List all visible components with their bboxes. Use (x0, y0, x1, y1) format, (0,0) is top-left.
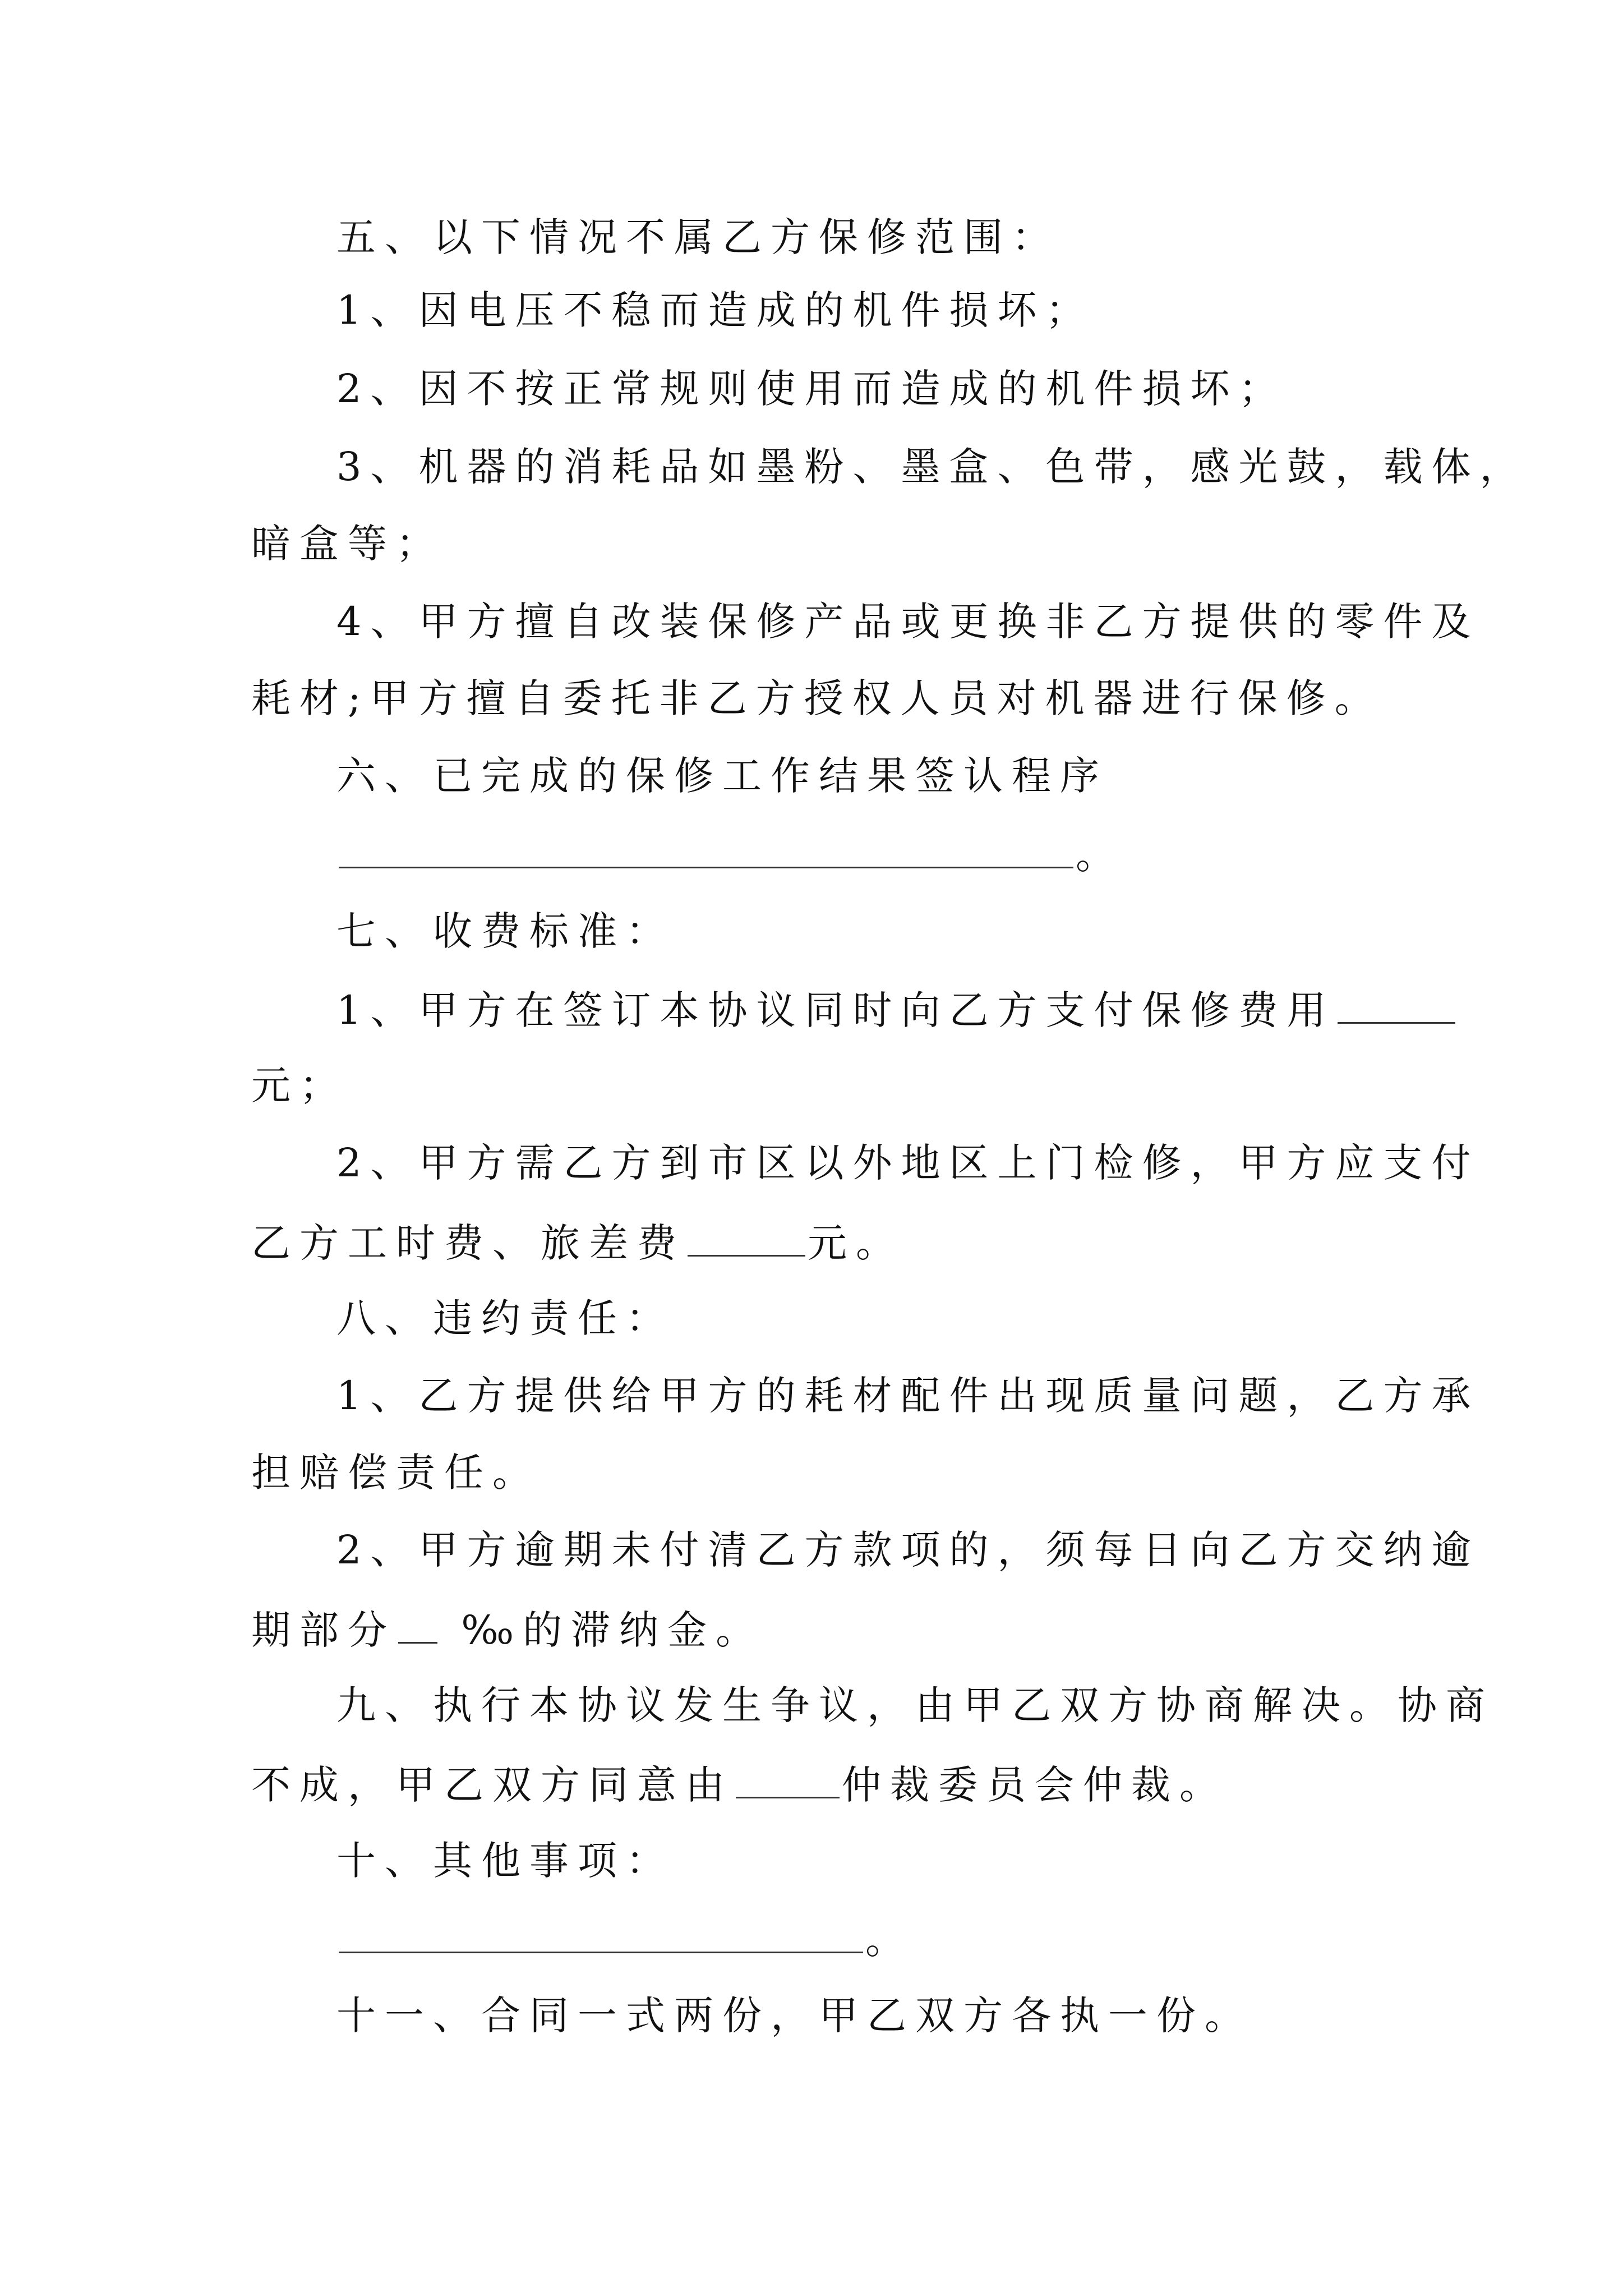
section-5-item-4: 4、甲方擅自改装保修产品或更换非乙方提供的零件及 (336, 599, 1480, 645)
section-9-text: 不成，甲乙双方同意由 (251, 1762, 734, 1808)
section-5-item-4-continued: 耗材;甲方擅自委托非乙方授权人员对机器进行保修。 (251, 675, 1383, 721)
section-8-item-2: 2、甲方逾期未付清乙方款项的，须每日向乙方交纳逾 (336, 1527, 1480, 1573)
section-8-item-2-text: 期部分 (251, 1607, 396, 1653)
signoff-procedure-blank[interactable] (339, 827, 1073, 868)
other-matters-blank[interactable] (339, 1912, 863, 1953)
section-8-item-1-continued: 担赔偿责任。 (251, 1450, 541, 1496)
section-11: 十一、合同一式两份，甲乙双方各执一份。 (336, 1993, 1253, 2039)
travel-fee-blank[interactable] (688, 1216, 805, 1257)
section-9-continued (251, 1757, 1228, 1810)
section-10-fill-line (336, 1912, 914, 1965)
section-9-end: 仲裁委员会仲裁。 (842, 1762, 1228, 1808)
section-5-item-1: 1、因电压不稳而造成的机件损坏； (336, 287, 1094, 333)
section-10-end: 。 (865, 1917, 914, 1963)
section-5-item-2: 2、因不按正常规则使用而造成的机件损坏； (336, 366, 1287, 412)
section-7-item-2-unit: 元。 (808, 1220, 904, 1266)
section-7-item-2-text: 乙方工时费、旅差费 (251, 1220, 685, 1266)
section-7-heading: 七、收费标准： (336, 908, 674, 954)
maintenance-fee-blank[interactable] (1338, 983, 1455, 1024)
section-7-item-2-continued (251, 1216, 904, 1268)
section-6-heading: 六、已完成的保修工作结果签认程序 (336, 753, 1108, 799)
section-10-heading: 十、其他事项： (336, 1838, 674, 1884)
section-5-item-3: 3、机器的消耗品如墨粉、墨盒、色带，感光鼓，载体， (336, 444, 1528, 490)
section-5-item-3-continued: 暗盒等； (251, 521, 444, 567)
section-6-end: 。 (1076, 832, 1124, 878)
section-8-item-2-continued (251, 1603, 764, 1655)
section-8-item-1: 1、乙方提供给甲方的耗材配件出现质量问题，乙方承 (336, 1373, 1480, 1419)
section-7-item-1 (336, 983, 1458, 1036)
late-fee-rate-blank[interactable] (398, 1603, 437, 1644)
section-8-item-2-end: ‰的滞纳金。 (440, 1607, 764, 1653)
section-6-fill-line (336, 827, 1124, 880)
section-8-heading: 八、违约责任： (336, 1295, 674, 1341)
section-7-item-1-continued: 元； (251, 1062, 348, 1108)
section-7-item-2: 2、甲方需乙方到市区以外地区上门检修，甲方应支付 (336, 1140, 1480, 1186)
arbitration-committee-blank[interactable] (736, 1757, 840, 1798)
section-5-heading: 五、以下情况不属乙方保修范围： (336, 214, 1060, 260)
section-7-item-1-text: 1、甲方在签订本协议同时向乙方支付保修费用 (336, 987, 1335, 1033)
section-9: 九、执行本协议发生争议，由甲乙双方协商解决。协商 (336, 1682, 1494, 1728)
